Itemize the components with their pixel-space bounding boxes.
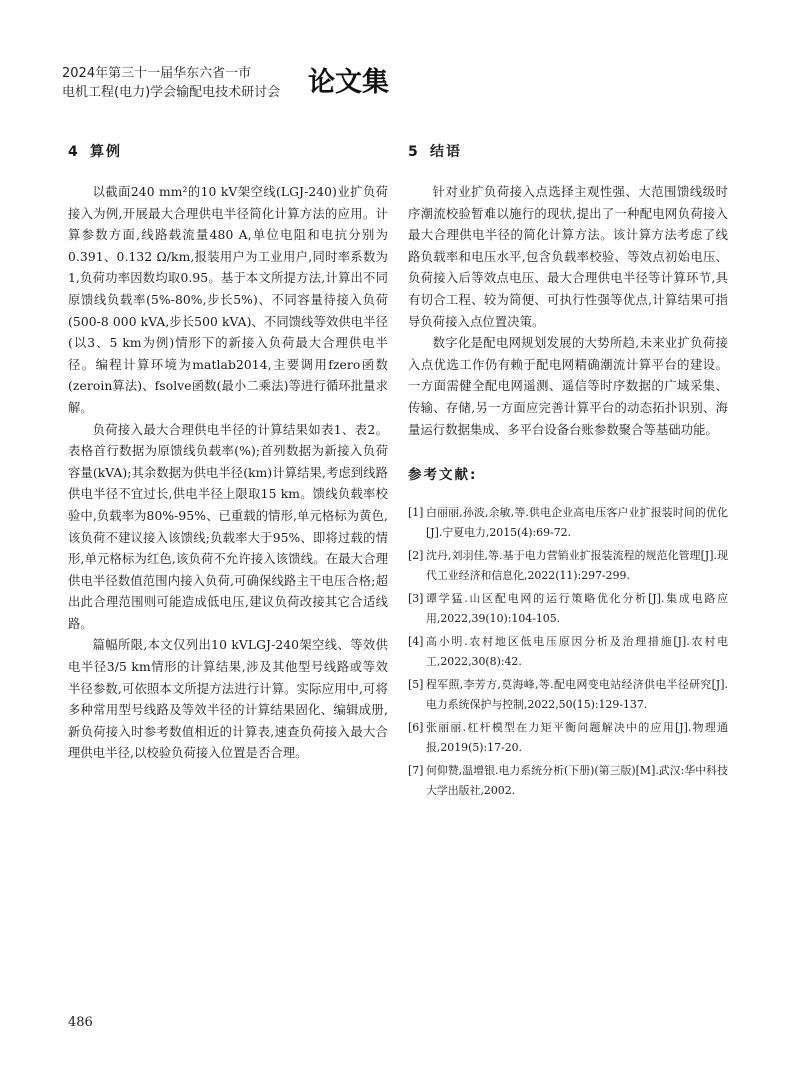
section-5-paragraph-2: 数字化是配电网规划发展的大势所趋,未来业扩负荷接入点优选工作仍有赖于配电网精确潮流计算平台的建设。一方面需健全配电网遥测、遥信等时序数据的广域采集、传输、存储,另一方面应完善计算平台的动态拓扑识别、海量运行数据集成、多平台设备台账参数聚合等基础功能。 xyxy=(408,336,728,437)
header-line-1: 2024年第三十一届华东六省一市 xyxy=(62,66,252,81)
section-4-number: 4 xyxy=(68,144,78,160)
references-heading: 参考文献: xyxy=(408,467,478,484)
reference-number: [1] xyxy=(408,506,424,520)
reference-number: [2] xyxy=(408,549,424,563)
reference-text: 何仰赞,温增银.电力系统分析(下册)(第三版)[M].武汉:华中科技大学出版社,2002. xyxy=(426,764,728,797)
reference-item xyxy=(408,503,728,542)
reference-item xyxy=(408,546,728,585)
section-4-paragraph-3: 篇幅所限,本文仅列出10 kVLGJ-240架空线、等效供电半径3/5 km情形的计算结果,涉及其他型号线路或等效半径参数,可依照本文所提方法进行计算。实际应用中,可将多种常用型号线路及等效半径的计算结果固化、编辑成册,新负荷接入时参考数值相近的计算表,速查负荷接入最大合理供电半径,以校验负荷接入位置是否合理。 xyxy=(68,638,388,761)
section-5-paragraph-1: 针对业扩负荷接入点选择主观性强、大范围馈线级时序潮流校验暂难以施行的现状,提出了一种配电网负荷接入最大合理供电半径的简化计算方法。该计算方法考虑了线路负载率和电压水平,包含负载率校验、等效点初始电压、负荷接入后等效点电压、最大合理供电半径等计算环节,具有切合工程、较为简便、可执行性强等优点,计算结果可指导负荷接入点位置决策。 xyxy=(408,185,728,329)
section-4-title: 算例 xyxy=(90,144,122,160)
section-5-number: 5 xyxy=(408,144,418,160)
reference-text: 沈丹,刘羽佳,等.基于电力营销业扩报装流程的规范化管理[J].现代工业经济和信息化,2022(11):297-299. xyxy=(426,549,728,582)
reference-item xyxy=(408,761,728,800)
reference-number: [6] xyxy=(408,721,424,735)
reference-text: 张丽丽.杠杆模型在力矩平衡问题解决中的应用[J].物理通报,2019(5):17-20. xyxy=(426,721,728,754)
reference-text: 谭学猛.山区配电网的运行策略优化分析[J].集成电路应用,2022,39(10):104-105. xyxy=(426,592,728,625)
reference-number: [5] xyxy=(408,678,424,692)
reference-number: [3] xyxy=(408,592,424,606)
section-5-title: 结语 xyxy=(430,144,462,160)
section-4-heading xyxy=(68,142,388,162)
conference-name xyxy=(62,64,302,102)
reference-item xyxy=(408,589,728,628)
reference-item xyxy=(408,675,728,714)
reference-list xyxy=(408,503,728,800)
page-number: 486 xyxy=(68,1015,93,1030)
reference-item xyxy=(408,632,728,671)
reference-number: [7] xyxy=(408,764,424,778)
section-4-paragraph-2: 负荷接入最大合理供电半径的计算结果如表1、表2。表格首行数据为原馈线负载率(%);首列数据为新接入负荷容量(kVA);其余数据为供电半径(km)计算结果,考虑到线路供电半径不宜过长,供电半径上限取15 km。馈线负载率校验中,负载率为80%-95%、已重载的情形,单元格标为黄色,该负荷不建议接入该馈线;负载率大于95%、即将过载的情形,单元格标为红色,该负荷不允许接入该馈线。在最大合理供电半径数值范围内接入负荷,可确保线路主干电压合格;超出此合理范围则可能造成低电压,建议负荷改接其它合适线路。 xyxy=(68,422,388,631)
reference-text: 高小明.农村地区低电压原因分析及治理措施[J].农村电工,2022,30(8):42. xyxy=(426,635,728,668)
section-5-heading xyxy=(408,142,728,162)
section-4-paragraph-1: 以截面240 mm²的10 kV架空线(LGJ-240)业扩负荷接入为例,开展最大合理供电半径简化计算方法的应用。计算参数方面,线路载流量480 A,单位电阻和电抗分别为0.391、0.132 Ω/km,报装用户为工业用户,同时率系数为1,负荷功率因数均取0.95。基于本文所提方法,计算出不同原馈线负载率(5%-80%,步长5%)、不同容量待接入负荷(500-8 000 kVA,步长500 kVA)、不同馈线等效供电半径(以3、5 km为例)情形下的新接入负荷最大合理供电半径。编程计算环境为matlab2014,主要调用fzero函数(zeroin算法)、fsolve函数(最小二乘法)等进行循环批量求解。 xyxy=(68,185,388,415)
header-line-2: 电机工程(电力)学会输配电技术研讨会 xyxy=(62,85,281,100)
reference-text: 程军照,李芳方,莫海峰,等.配电网变电站经济供电半径研究[J].电力系统保护与控制,2022,50(15):129-137. xyxy=(426,678,728,711)
reference-item xyxy=(408,718,728,757)
left-column xyxy=(68,142,388,765)
reference-number: [4] xyxy=(408,635,424,649)
right-column xyxy=(408,142,728,804)
header-proceedings-title: 论文集 xyxy=(308,67,389,98)
reference-text: 白丽丽,孙波,余敏,等.供电企业高电压客户业扩报装时间的优化[J].宁夏电力,2015(4):69-72. xyxy=(426,506,728,539)
